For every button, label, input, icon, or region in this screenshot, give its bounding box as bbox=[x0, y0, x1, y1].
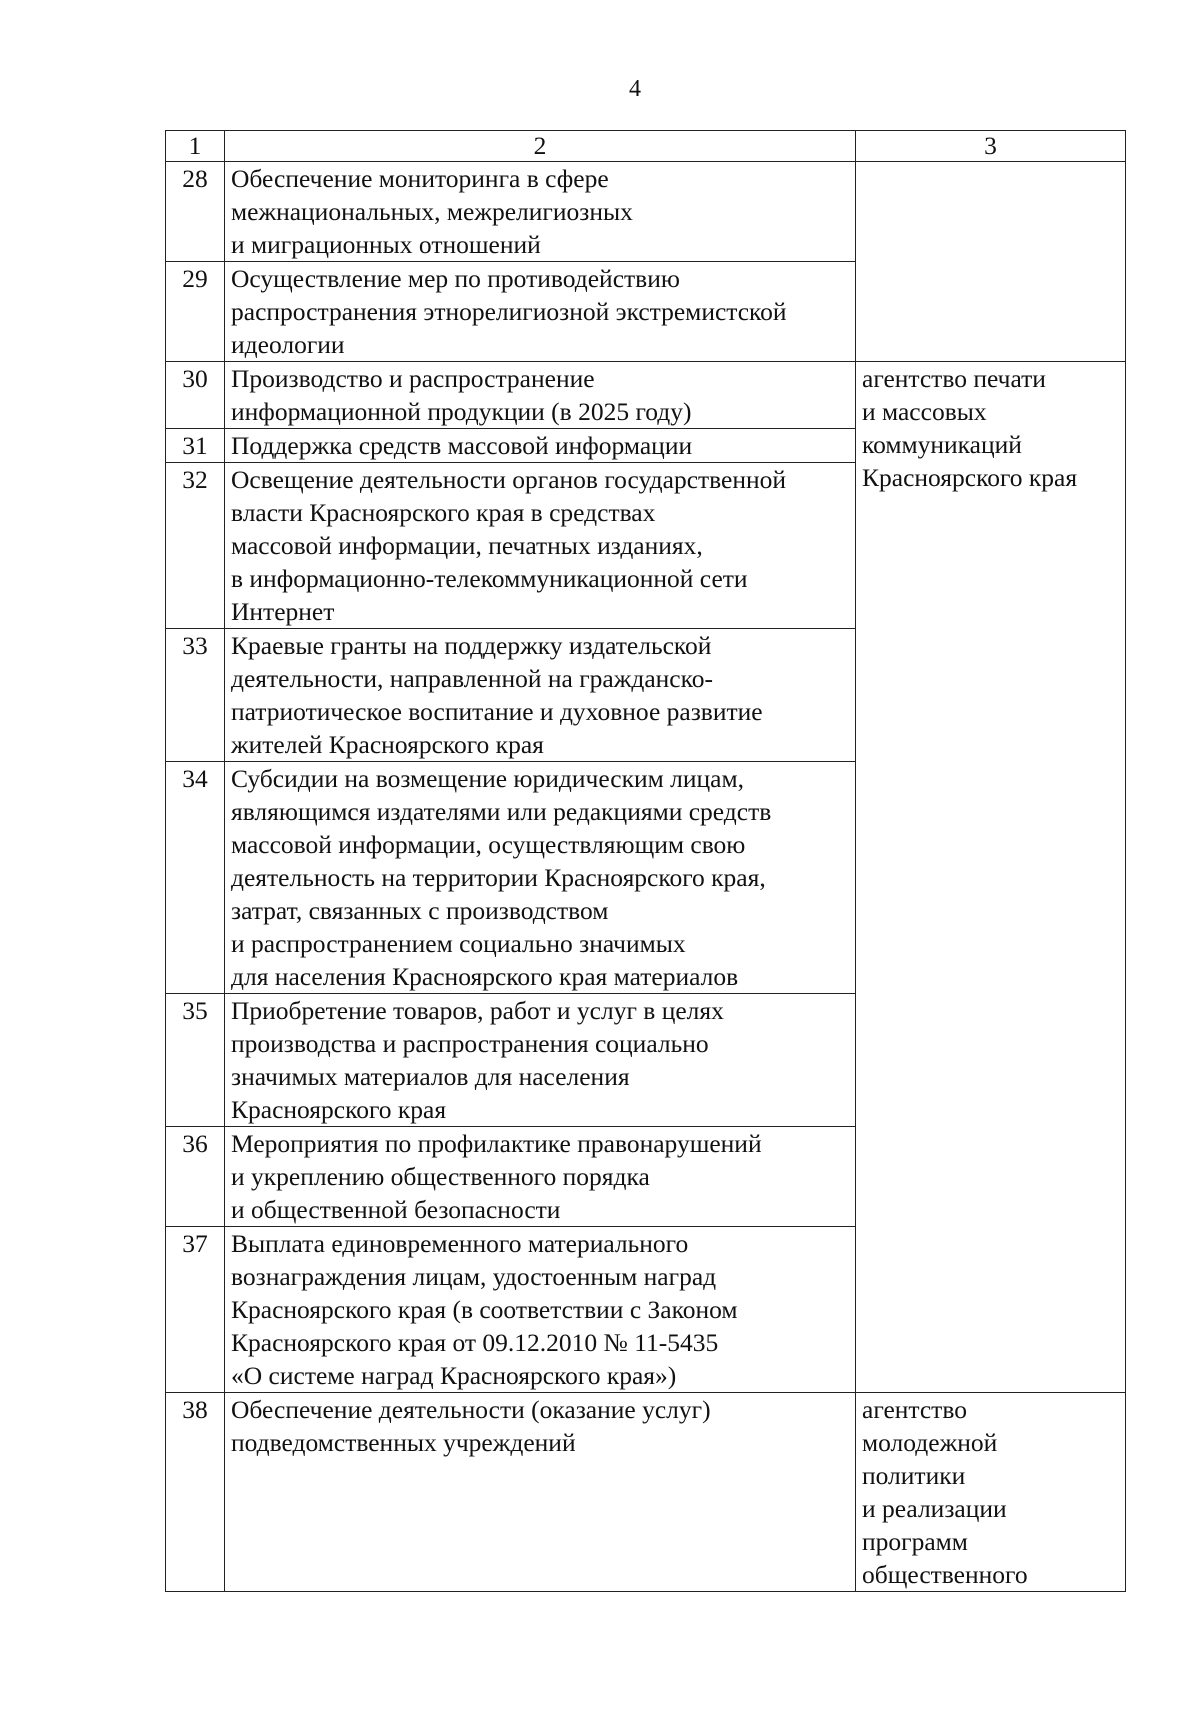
agency-line: общественного bbox=[862, 1560, 1028, 1589]
description-line: информационной продукции (в 2025 году) bbox=[231, 397, 692, 426]
header-cell-1: 1 bbox=[166, 131, 225, 162]
row-description bbox=[225, 429, 856, 463]
agency-line: коммуникаций bbox=[862, 430, 1022, 459]
table-row bbox=[166, 162, 1126, 262]
document-table bbox=[165, 130, 1126, 1592]
description-line: деятельности, направленной на гражданско- bbox=[231, 664, 713, 693]
row-number: 36 bbox=[166, 1127, 225, 1227]
row-description bbox=[225, 262, 856, 362]
row-description bbox=[225, 629, 856, 762]
description-line: Поддержка средств массовой информации bbox=[231, 431, 693, 460]
agency-line: и реализации bbox=[862, 1494, 1007, 1523]
agency-line: молодежной bbox=[862, 1428, 998, 1457]
row-number: 35 bbox=[166, 994, 225, 1127]
description-line: вознаграждения лицам, удостоенным наград bbox=[231, 1262, 717, 1291]
row-description bbox=[225, 1393, 856, 1592]
description-line: Интернет bbox=[231, 597, 335, 626]
row-number: 30 bbox=[166, 362, 225, 429]
row-number: 33 bbox=[166, 629, 225, 762]
description-line: значимых материалов для населения bbox=[231, 1062, 630, 1091]
description-line: являющимся издателями или редакциями средств bbox=[231, 797, 772, 826]
description-line: и миграционных отношений bbox=[231, 230, 541, 259]
description-line: в информационно-телекоммуникационной сети bbox=[231, 564, 748, 593]
description-line: массовой информации, осуществляющим свою bbox=[231, 830, 746, 859]
row-description bbox=[225, 362, 856, 429]
description-line: и укреплению общественного порядка bbox=[231, 1162, 650, 1191]
description-line: межнациональных, межрелигиозных bbox=[231, 197, 633, 226]
agency-line: агентство bbox=[862, 1395, 967, 1424]
description-line: массовой информации, печатных изданиях, bbox=[231, 531, 703, 560]
description-line: Красноярского края bbox=[231, 1095, 447, 1124]
page-number: 4 bbox=[629, 76, 641, 102]
table-row bbox=[166, 362, 1126, 429]
row-number: 32 bbox=[166, 463, 225, 629]
description-line: Выплата единовременного материального bbox=[231, 1229, 689, 1258]
description-line: распространения этнорелигиозной экстремистской bbox=[231, 297, 787, 326]
description-line: производства и распространения социально bbox=[231, 1029, 709, 1058]
description-line: идеологии bbox=[231, 330, 345, 359]
description-line: Обеспечение деятельности (оказание услуг) bbox=[231, 1395, 711, 1424]
description-line: власти Красноярского края в средствах bbox=[231, 498, 656, 527]
row-description bbox=[225, 463, 856, 629]
description-line: Осуществление мер по противодействию bbox=[231, 264, 680, 293]
description-line: Производство и распространение bbox=[231, 364, 595, 393]
agency-cell-youth bbox=[856, 1393, 1126, 1592]
agency-line: и массовых bbox=[862, 397, 987, 426]
agency-line: программ bbox=[862, 1527, 968, 1556]
row-number: 37 bbox=[166, 1227, 225, 1393]
agency-line: политики bbox=[862, 1461, 966, 1490]
description-line: Мероприятия по профилактике правонарушений bbox=[231, 1129, 762, 1158]
description-line: Приобретение товаров, работ и услуг в целях bbox=[231, 996, 724, 1025]
agency-line: агентство печати bbox=[862, 364, 1046, 393]
description-line: и распространением социально значимых bbox=[231, 929, 686, 958]
description-line: Краевые гранты на поддержку издательской bbox=[231, 631, 712, 660]
description-line: жителей Красноярского края bbox=[231, 730, 544, 759]
description-line: Красноярского края от 09.12.2010 № 11-5435 bbox=[231, 1328, 719, 1357]
description-line: Красноярского края (в соответствии с Законом bbox=[231, 1295, 738, 1324]
row-description bbox=[225, 162, 856, 262]
row-number: 38 bbox=[166, 1393, 225, 1592]
header-cell-2: 2 bbox=[225, 131, 856, 162]
description-line: и общественной безопасности bbox=[231, 1195, 561, 1224]
row-description bbox=[225, 762, 856, 994]
row-number: 29 bbox=[166, 262, 225, 362]
row-number: 28 bbox=[166, 162, 225, 262]
description-line: «О системе наград Красноярского края») bbox=[231, 1361, 677, 1390]
agency-line: Красноярского края bbox=[862, 463, 1078, 492]
row-description bbox=[225, 994, 856, 1127]
row-number: 31 bbox=[166, 429, 225, 463]
description-line: Освещение деятельности органов государственной bbox=[231, 465, 787, 494]
description-line: деятельность на территории Красноярского края, bbox=[231, 863, 766, 892]
agency-cell-press bbox=[856, 362, 1126, 1393]
description-line: подведомственных учреждений bbox=[231, 1428, 576, 1457]
row-description bbox=[225, 1127, 856, 1227]
row-description bbox=[225, 1227, 856, 1393]
description-line: патриотическое воспитание и духовное развитие bbox=[231, 697, 763, 726]
description-line: Обеспечение мониторинга в сфере bbox=[231, 164, 609, 193]
table-header-row bbox=[166, 131, 1126, 162]
row-number: 34 bbox=[166, 762, 225, 994]
description-line: затрат, связанных с производством bbox=[231, 896, 609, 925]
description-line: Субсидии на возмещение юридическим лицам, bbox=[231, 764, 744, 793]
agency-cell-empty bbox=[856, 162, 1126, 362]
description-line: для населения Красноярского края материалов bbox=[231, 962, 739, 991]
header-cell-3: 3 bbox=[856, 131, 1126, 162]
table-row bbox=[166, 1393, 1126, 1592]
